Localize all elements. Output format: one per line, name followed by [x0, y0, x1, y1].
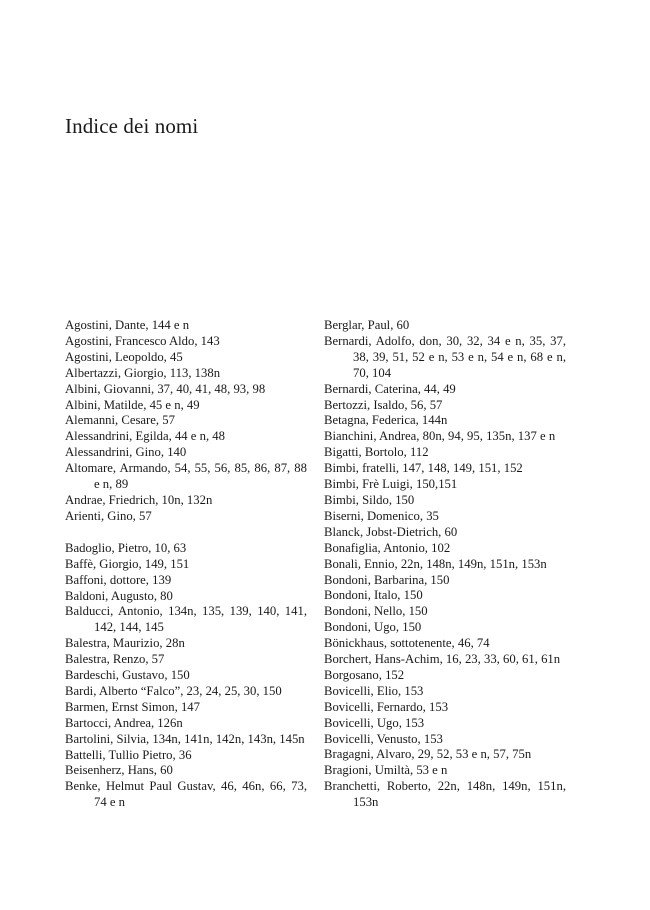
index-entry: Agostini, Leopoldo, 45: [65, 349, 183, 364]
index-entry: Bönickhaus, sottotenente, 46, 74: [324, 636, 490, 651]
index-entry: Bertozzi, Isaldo, 56, 57: [324, 397, 443, 412]
index-entry: Altomare, Armando, 54, 55, 56, 85, 86, 87, 88 e n, 89: [65, 461, 307, 492]
index-entry: Bragagni, Alvaro, 29, 52, 53 e n, 57, 75n: [324, 747, 532, 762]
index-entry: Albertazzi, Giorgio, 113, 138n: [65, 365, 221, 380]
index-entry: Albini, Giovanni, 37, 40, 41, 48, 93, 98: [65, 381, 266, 396]
index-entry: Bigatti, Bortolo, 112: [324, 445, 429, 460]
index-entry: Borgosano, 152: [324, 667, 405, 682]
index-entry: Barmen, Ernst Simon, 147: [65, 699, 200, 714]
index-column-right: [324, 318, 566, 811]
index-group-a: [65, 318, 307, 525]
index-entry: Agostini, Dante, 144 e n: [65, 318, 190, 332]
index-entry: Bartolini, Silvia, 134n, 141n, 142n, 143n, 145n: [65, 731, 305, 746]
index-entry: Borchert, Hans-Achim, 16, 23, 33, 60, 61, 61n: [324, 652, 561, 667]
index-entry: Bonafiglia, Antonio, 102: [324, 540, 451, 555]
index-entry: Bianchini, Andrea, 80n, 94, 95, 135n, 137 e n: [324, 429, 556, 444]
group-separator: [65, 525, 307, 541]
index-entry: Battelli, Tullio Pietro, 36: [65, 747, 192, 762]
index-entry: Balestra, Maurizio, 28n: [65, 636, 185, 651]
index-entry: Bovicelli, Elio, 153: [324, 683, 424, 698]
page-title: Indice dei nomi: [65, 114, 199, 138]
index-entry: Blanck, Jobst-Dietrich, 60: [324, 524, 458, 539]
index-entry: Alessandrini, Egilda, 44 e n, 48: [65, 429, 225, 444]
index-entry: Benke, Helmut Paul Gustav, 46, 46n, 66, 73, 74 e n: [65, 779, 307, 810]
index-entry: Branchetti, Roberto, 22n, 148n, 149n, 151n, 153n: [324, 779, 566, 810]
index-entry: Bragioni, Umiltà, 53 e n: [324, 763, 448, 778]
index-entry: Bimbi, Sildo, 150: [324, 492, 415, 507]
index-entry: Baffoni, dottore, 139: [65, 572, 172, 587]
index-entry: Balducci, Antonio, 134n, 135, 139, 140, 141, 142, 144, 145: [65, 604, 307, 635]
index-entry: Bonali, Ennio, 22n, 148n, 149n, 151n, 153n: [324, 556, 547, 571]
index-entry: Bimbi, Frè Luigi, 150,151: [324, 477, 458, 492]
index-entry: Beisenherz, Hans, 60: [65, 763, 173, 778]
index-entry: Bondoni, Barbarina, 150: [324, 572, 450, 587]
index-entry: Balestra, Renzo, 57: [65, 652, 165, 667]
index-entry: Betagna, Federica, 144n: [324, 413, 448, 428]
index-entry: Alessandrini, Gino, 140: [65, 445, 187, 460]
index-entry: Bernardi, Adolfo, don, 30, 32, 34 e n, 35, 37, 38, 39, 51, 52 e n, 53 e n, 54 e n, 68 e n, 70, 104: [324, 333, 566, 380]
index-entry: Baffè, Giorgio, 149, 151: [65, 556, 190, 571]
index-entry: Bondoni, Italo, 150: [324, 588, 423, 603]
index-entry: Bimbi, fratelli, 147, 148, 149, 151, 152: [324, 461, 523, 476]
index-column-left: [65, 318, 307, 811]
index-entry: Bovicelli, Fernardo, 153: [324, 699, 449, 714]
index-entry: Arienti, Gino, 57: [65, 508, 152, 523]
index-entry: Bardeschi, Gustavo, 150: [65, 668, 190, 683]
index-entry: Agostini, Francesco Aldo, 143: [65, 333, 220, 348]
index-entry: Alemanni, Cesare, 57: [65, 413, 175, 428]
index-group-b: [65, 541, 307, 811]
index-entry: Bondoni, Nello, 150: [324, 604, 428, 619]
index-entry: Bondoni, Ugo, 150: [324, 620, 422, 635]
index-entry: Bernardi, Caterina, 44, 49: [324, 381, 456, 396]
index-entry: Albini, Matilde, 45 e n, 49: [65, 397, 200, 412]
index-entry: Andrae, Friedrich, 10n, 132n: [65, 492, 213, 507]
index-entry: Berglar, Paul, 60: [324, 318, 410, 332]
index-entry: Bovicelli, Ugo, 153: [324, 715, 425, 730]
index-entry: Bovicelli, Venusto, 153: [324, 731, 443, 746]
index-entry: Bartocci, Andrea, 126n: [65, 715, 183, 730]
index-entry: Biserni, Domenico, 35: [324, 508, 439, 523]
index-entry: Badoglio, Pietro, 10, 63: [65, 540, 187, 555]
index-entry: Baldoni, Augusto, 80: [65, 588, 173, 603]
index-entry: Bardi, Alberto “Falco”, 23, 24, 25, 30, 150: [65, 683, 282, 698]
